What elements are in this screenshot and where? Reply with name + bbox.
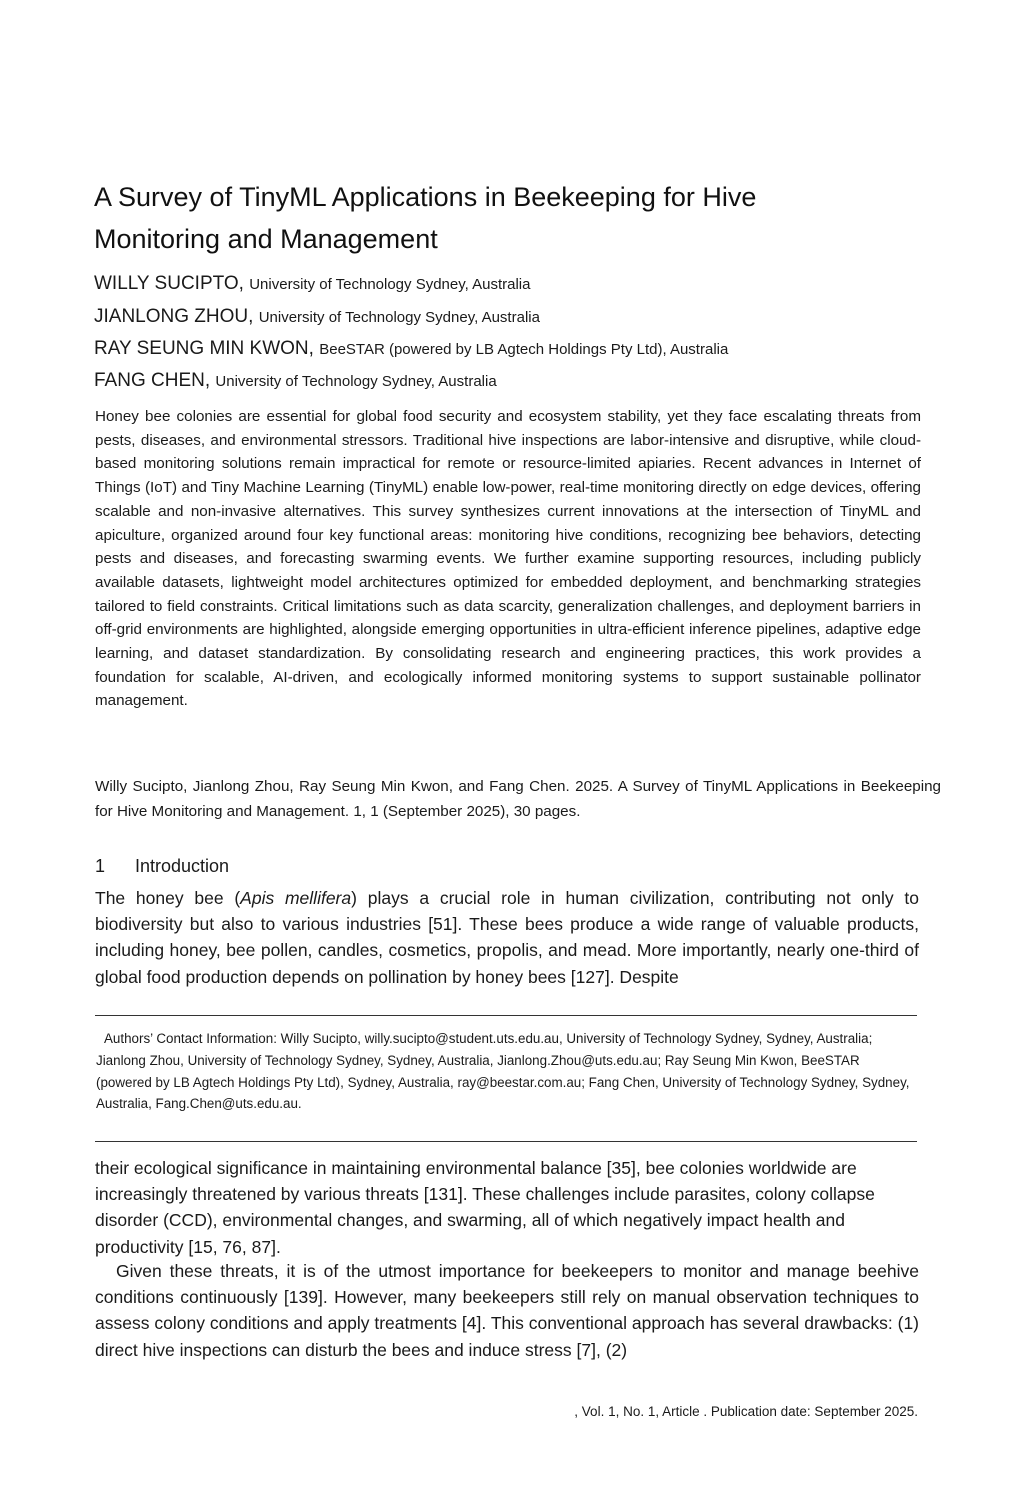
author-line: [94, 305, 540, 330]
author-name: WILLY SUCIPTO,: [94, 273, 244, 294]
author-affiliation: University of Technology Sydney, Australia: [249, 276, 531, 293]
species-name: Apis mellifera: [240, 888, 352, 908]
abstract: Honey bee colonies are essential for global food security and ecosystem stability, yet they face escalating threats from pests, diseases, and environmental stressors. Traditional hive inspections are labor-intensive and disruptive, while cloud-based monitoring solutions remain impractical for remote or resource-limited apiaries. Recent advances in Internet of Things (IoT) and Tiny Machine Learning (TinyML) enable low-power, real-time monitoring directly on edge devices, offering scalable and non-invasive alternatives. This survey synthesizes current innovations at the intersection of TinyML and apiculture, organized around four key functional areas: monitoring hive conditions, recognizing bee behaviors, detecting pests and diseases, and forecasting swarming events. We further examine supporting resources, including publicly available datasets, lightweight model architectures optimized for embedded deployment, and benchmarking strategies tailored to field constraints. Critical limitations such as data scarcity, generalization challenges, and deployment barriers in off-grid environments are highlighted, alongside emerging opportunities in ultra-efficient inference pipelines, adaptive edge learning, and dataset standardization. By consolidating research and engineering practices, this work provides a foundation for scalable, AI-driven, and ecologically informed monitoring systems to support sustainable pollinator management.: [95, 408, 921, 710]
author-name: RAY SEUNG MIN KWON,: [94, 338, 314, 359]
author-affiliation: University of Technology Sydney, Australia: [215, 373, 497, 390]
author-contact-footnote: Authors’ Contact Information: Willy Sucipto, willy.sucipto@student.uts.edu.au, University of Technology Sydney, Sydney, Australia; Jianlong Zhou, University of Technology Sydney, Sydney, Australia, Jianlong.Zhou@uts.edu.au; Ray Seung Min Kwon, BeeSTAR (powered by LB Agtech Holdings Pty Ltd), Sydney, Australia, ray@beestar.com.au; Fang Chen, University of Technology Sydney, Sydney, Australia, Fang.Chen@uts.edu.au.: [96, 1031, 910, 1112]
section-number: 1: [95, 856, 106, 876]
author-affiliation: University of Technology Sydney, Australia: [258, 309, 540, 326]
footnote-rule-top: [95, 1015, 917, 1016]
running-footer: , Vol. 1, No. 1, Article . Publication date: September 2025.: [574, 1404, 918, 1419]
acm-reference-citation: Willy Sucipto, Jianlong Zhou, Ray Seung Min Kwon, and Fang Chen. 2025. A Survey of TinyML Applications in Beekeeping for Hive Monitoring and Management. 1, 1 (September 2025), 30 pages.: [95, 778, 941, 820]
paper-title: A Survey of TinyML Applications in Beekeeping for Hive Monitoring and Management: [94, 182, 757, 254]
author-line: [94, 337, 728, 362]
author-name: FANG CHEN,: [94, 370, 211, 391]
section-title: Introduction: [135, 856, 230, 876]
intro-continuation-paragraph: their ecological significance in maintaining environmental balance [35], bee colonies worldwide are increasingly threatened by various threats [131]. These challenges include parasites, colony collapse disorder (CCD), environmental changes, and swarming, all of which negatively impact health and productivity [15, 76, 87].: [95, 1158, 875, 1257]
body-paragraph: Given these threats, it is of the utmost importance for beekeepers to monitor and manage beehive conditions continuously [139]. However, many beekeepers still rely on manual observation techniques to assess colony conditions and apply treatments [4]. This conventional approach has several drawbacks: (1) direct hive inspections can disturb the bees and induce stress [7], (2): [95, 1261, 919, 1360]
author-line: [94, 272, 530, 297]
intro-paragraph: The honey bee (Apis mellifera) plays a crucial role in human civilization, contributing not only to biodiversity but also to various industries [51]. These bees produce a wide range of valuable products, including honey, bee pollen, candles, cosmetics, propolis, and mead. More importantly, nearly one-third of global food production depends on pollination by honey bees [127]. Despite: [95, 888, 919, 987]
author-name: JIANLONG ZHOU,: [94, 306, 254, 327]
footnote-rule-bottom: [95, 1141, 917, 1142]
author-affiliation: BeeSTAR (powered by LB Agtech Holdings Pty Ltd), Australia: [319, 341, 729, 358]
author-line: [94, 369, 497, 394]
section-heading: [95, 854, 229, 878]
